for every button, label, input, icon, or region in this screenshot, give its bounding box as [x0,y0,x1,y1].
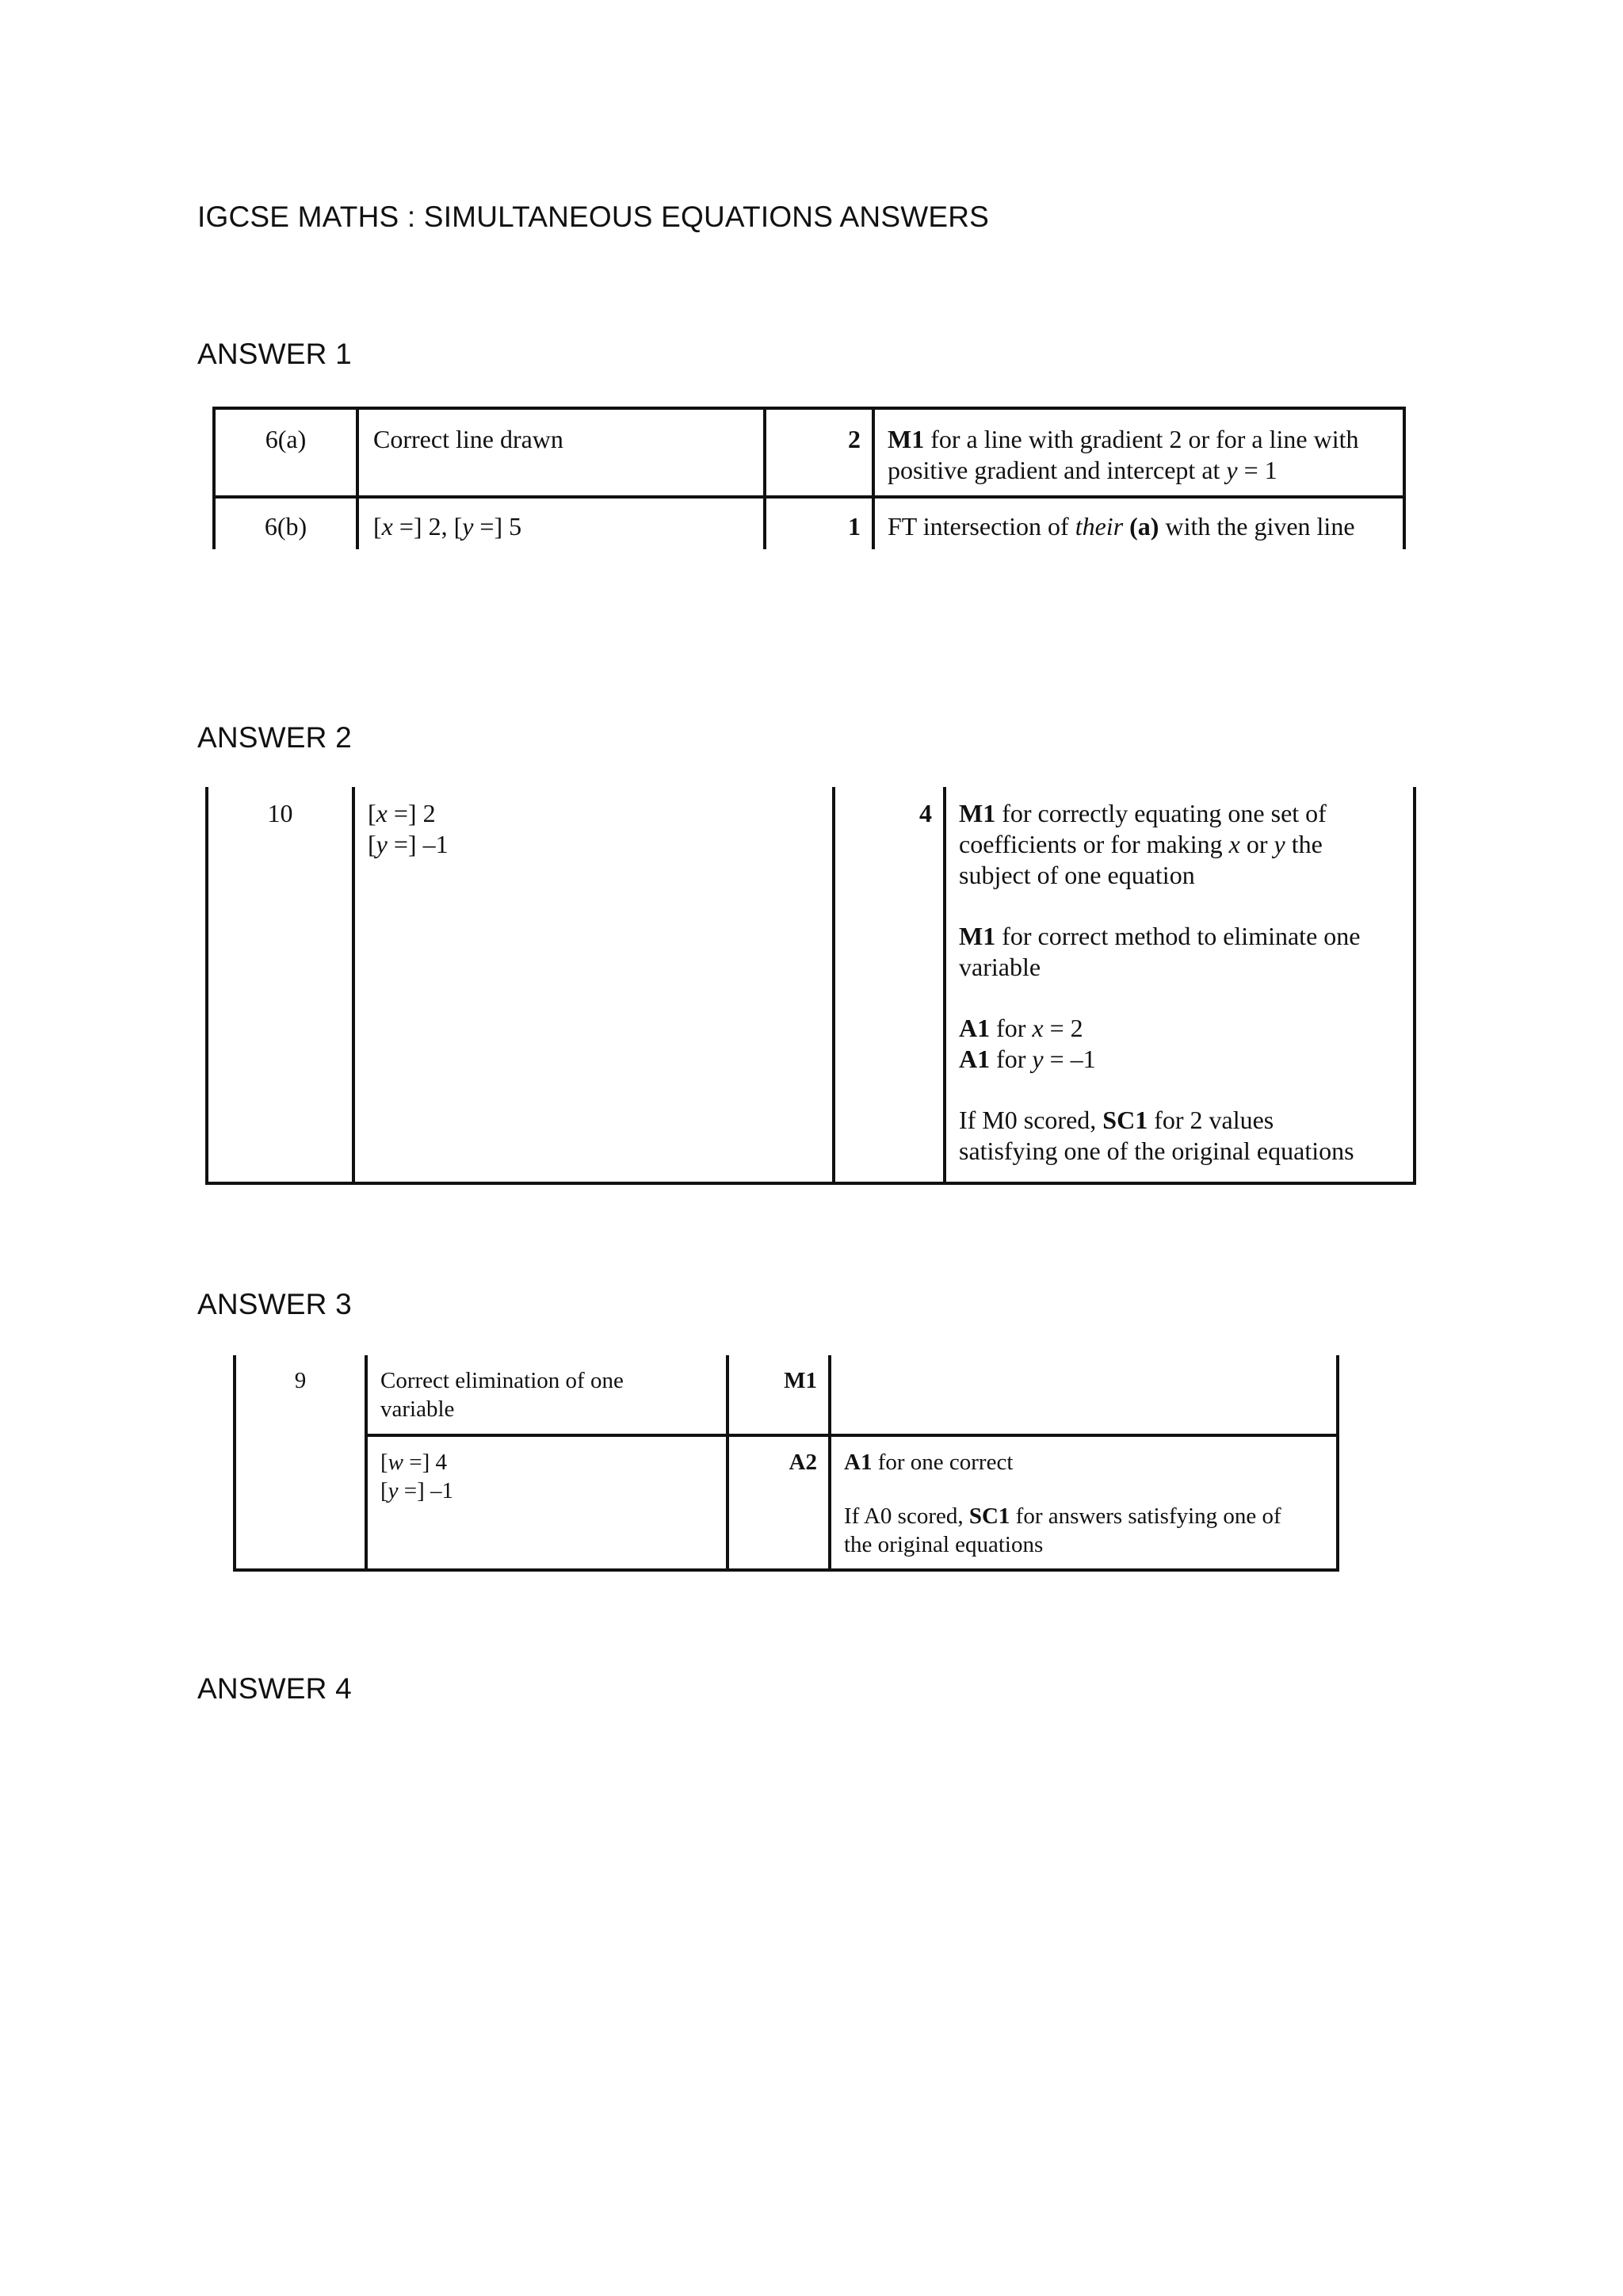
marks-cell: 2 [765,408,873,497]
table-row [207,787,1415,1183]
question-number: 6(a) [214,408,357,497]
answer-1-heading: ANSWER 1 [197,338,352,370]
question-number: 9 [235,1355,366,1570]
guidance-cell [830,1355,1338,1435]
answer-cell: [x =] 2, [y =] 5 [357,497,765,549]
answer-cell: [x =] 2 [y =] –1 [353,787,834,1183]
answer-2-heading: ANSWER 2 [197,721,352,754]
answer-cell: Correct line drawn [357,408,765,497]
table-row [214,408,1404,497]
guidance-cell: M1 for a line with gradient 2 or for a line with positive gradient and intercept at y = 1 [873,408,1404,497]
marks-cell: 1 [765,497,873,549]
answer-2-markscheme-table [205,787,1416,1185]
question-number: 10 [207,787,353,1183]
table-row [214,497,1404,549]
answer-3-markscheme-table [233,1355,1339,1572]
guidance-cell: A1 for one correct If A0 scored, SC1 for answers satisfying one of the original equations [830,1435,1338,1570]
marks-cell: M1 [727,1355,830,1435]
guidance-cell: FT intersection of their (a) with the given line [873,497,1404,549]
answer-cell: [w =] 4 [y =] –1 [366,1435,727,1570]
marks-cell: 4 [834,787,945,1183]
answer-3-heading: ANSWER 3 [197,1288,352,1320]
table-row [235,1355,1338,1435]
marks-cell: A2 [727,1435,830,1570]
guidance-cell: M1 for correctly equating one set of coefficients or for making x or y the subject of one equation M1 for correct method to eliminate one variable A1 for x = 2 A1 for y = –1 If M0 scored, SC1 for 2 values satisfying one of the original equations [945,787,1415,1183]
answer-cell: Correct elimination of one variable [366,1355,727,1435]
mark-code: M1 [888,425,925,453]
answer-4-heading: ANSWER 4 [197,1672,352,1705]
table-row [235,1435,1338,1570]
answer-1-markscheme-table [212,407,1406,549]
page-title: IGCSE MATHS : SIMULTANEOUS EQUATIONS ANSWERS [197,201,990,233]
question-number: 6(b) [214,497,357,549]
